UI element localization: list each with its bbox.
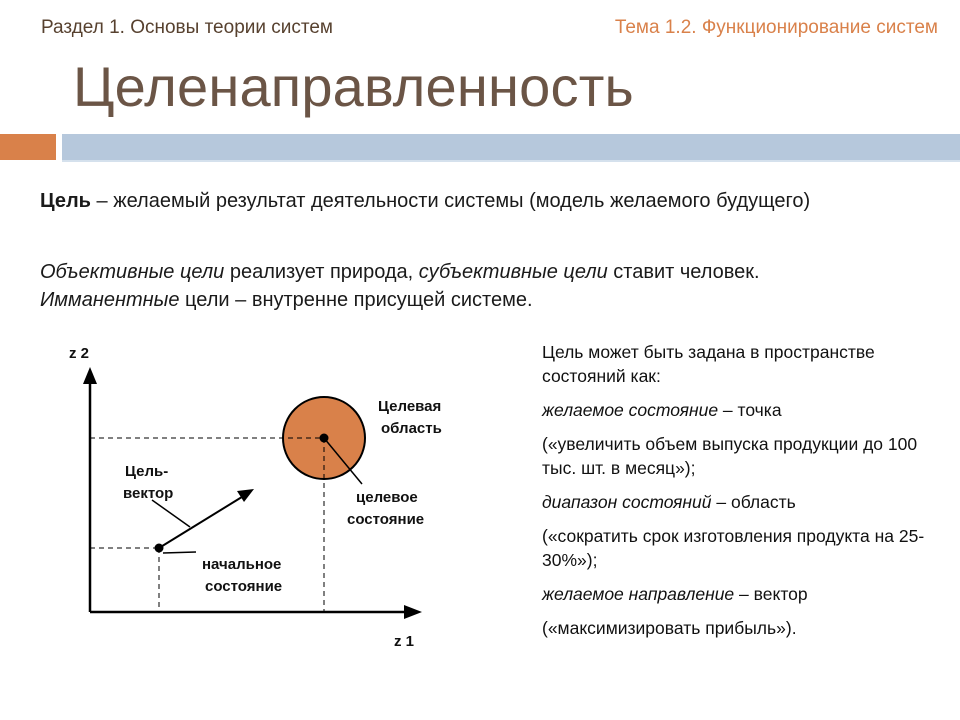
initial-state-label-2: состояние [205,578,283,595]
list-item-region [542,490,942,514]
list-item-vector-example: («максимизировать прибыль»). [542,618,797,638]
axis-x-label: z 1 [394,633,415,650]
list-item-region-text: – область [711,492,796,512]
list-item-point-term: желаемое состояние [542,400,719,420]
objective-goals-term: Объективные цели [40,261,225,283]
slide-title: Целенаправленность [73,55,634,118]
initial-state-label-1: начальное [202,556,282,573]
goal-types-text-c: цели – внутренне присущей системе. [179,289,533,311]
definition-term: Цель [40,190,91,212]
axis-y-label: z 2 [69,345,90,362]
initial-state-point [155,544,164,553]
list-item-point-example: («увеличить объем выпуска продукции до 100 тыс. шт. в месяц»); [542,434,918,478]
goal-vector-label-2: вектор [123,485,174,502]
list-intro: Цель может быть задана в пространстве состояний как: [542,342,875,386]
list-item-vector-text: – вектор [734,584,808,604]
section-header: Раздел 1. Основы теории систем [41,17,333,38]
list-item-vector-term: желаемое направление [542,584,735,604]
list-item-vector [542,582,942,606]
x-axis-arrow-icon [404,605,422,619]
target-state-label-2: состояние [347,511,425,528]
y-axis-arrow-icon [83,367,97,384]
list-item-region-example: («сократить срок изготовления продукта на 25-30%»); [542,526,925,570]
initial-state-leader [163,552,196,553]
list-item-point [542,398,942,422]
goal-vector-leader [152,500,190,527]
goal-vector-label-1: Цель- [125,463,169,480]
goal-types-text-a: реализует природа, [224,261,419,283]
topic-header: Тема 1.2. Функционирование систем [614,17,938,38]
definition-text: – желаемый результат деятельности системы (модель желаемого будущего) [90,190,811,212]
immanent-goals-term: Имманентные [40,289,180,311]
subjective-goals-term: субъективные цели [418,261,608,283]
target-state-label-1: целевое [356,489,418,506]
list-item-region-term: диапазон состояний [542,492,712,512]
goal-specification-list [542,340,942,650]
target-region-label-1: Целевая [378,398,442,415]
goal-vector-arrow-icon [237,489,254,502]
target-region-label-2: область [381,420,442,437]
list-item-point-text: – точка [718,400,782,420]
goal-types-text-b: ставит человек. [607,261,760,283]
